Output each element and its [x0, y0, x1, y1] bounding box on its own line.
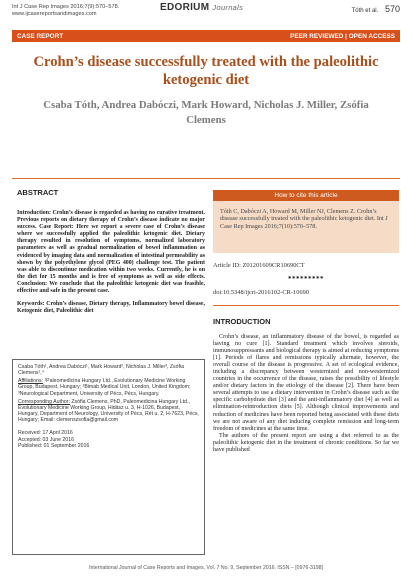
- corresponding-text: Zsófia Clemens, PhD, Paleomedicina Hungary Ltd., Evolutionary Medicine Working Group, Hidász u. 3, H-1026, Budapest, Hungary, Department of Neurology, University of Pécs, Rét u. 2, H-7623, Pécs, Hungary; Email: clemenszsofia@gmail.com: [18, 398, 199, 424]
- author-list: Csaba Tóth, Andrea Dabóczi, Mark Howard, Nicholas J. Miller, Zsófia Clemens: [43, 99, 369, 126]
- affiliations-label: Affiliations:: [18, 378, 43, 385]
- received-date: Received: 17 April 2016: [18, 430, 73, 437]
- corresponding-author: [18, 399, 199, 424]
- article-dates: [18, 430, 199, 448]
- edorium-logo: [160, 2, 243, 13]
- introduction-heading: INTRODUCTION: [213, 317, 271, 326]
- intro-paragraph-2: The authors of the present report are using a diet referred to as the paleolithic ketogenic diet in the treatment of chronic conditions. So far we have published: [213, 432, 399, 453]
- affiliations-text: ¹Paleomedicina Hungary Ltd., Evolutionary Medicine Working Group, Budapest, Hungary; ²Bimab Medical Unit, London, United Kingdom; ³Neurological Department, University of Pécs, Pécs, Hungary.: [18, 378, 191, 397]
- journal-citation-line: Int J Case Rep Images 2016;7(9):570–578.: [12, 4, 120, 10]
- published-date: Published: 01 September 2016: [18, 442, 90, 449]
- citation-text: Tóth C, Dabóczi A, Howard M, Miller NJ, Clemens Z. Crohn’s disease successfully treated with the paleolithic ketogenic diet. Int J Case Rep Images 2016;7(10):570–578.: [220, 208, 388, 230]
- abstract-heading: ABSTRACT: [17, 188, 59, 197]
- doi-link[interactable]: doi:10.5348/ijcri-2016102-CR-10690: [213, 289, 310, 296]
- citation-heading: How to cite this article: [213, 190, 399, 201]
- header-journal-info: [12, 4, 119, 18]
- info-authors: Csaba Tóth¹, Andrea Dabóczi¹, Mark Howard², Nicholas J. Miller³, Zsófia Clemens¹,⁴: [18, 364, 184, 377]
- separator-stars: *********: [288, 275, 324, 283]
- author-info-box: [12, 359, 205, 555]
- article-type-banner: [12, 30, 400, 42]
- article-title: Crohn’s disease successfully treated with the paleolithic ketogenic diet: [33, 54, 379, 88]
- running-author: Tóth et al.: [351, 8, 379, 14]
- introduction-text: [213, 334, 399, 454]
- accepted-date: Accepted: 03 June 2016: [18, 436, 74, 443]
- article-id: Article ID: Z01201609CR10690CT: [213, 262, 305, 269]
- section-divider-right: [213, 305, 399, 306]
- corresponding-label: Corresponding Author:: [18, 398, 70, 405]
- affiliations: [18, 378, 199, 396]
- page-footer: International Journal of Case Reports and Images, Vol. 7 No. 9, September 2016. ISSN – [0976-3198]: [89, 565, 323, 571]
- citation-box: [213, 190, 399, 253]
- abstract-text: Introduction: Crohn’s disease is regarded as having no curative treatment. Previous reports on dietary therapy of Crohn’s disease indicate no major success. Case Report: Here we report a severe case of Crohn’s disease where we successfully applied the paleolithic ketogenic diet. Dietary therapy resulted in resolution of symptoms, normalized laboratory parameters as well as gradual normalization of bowel inflammation as evidenced by imaging data and normalization of intestinal permeability as shown by the polyethylene glycol (PEG 400) challenge test. The patient was able to discontinue medication within two weeks. Currently, he is on the diet for 15 months and is free of symptoms as well as side effects. Conclusion: We conclude that the paleolithic ketogenic diet was feasible, effective and safe in the present case.: [17, 210, 205, 295]
- logo-main: EDORIUM: [160, 2, 210, 13]
- access-type: PEER REVIEWED | OPEN ACCESS: [290, 32, 395, 40]
- logo-sub: Journals: [212, 3, 244, 12]
- right-column: [213, 190, 399, 454]
- section-divider: [12, 178, 400, 179]
- page-number: 570: [384, 4, 400, 14]
- keywords: Keywords: Crohn’s disease, Dietary therapy, Inflammatory bowel disease, Ketogenic diet, Paleolithic diet: [17, 301, 205, 315]
- header-right: [352, 4, 400, 14]
- abstract-section: [17, 188, 205, 315]
- intro-paragraph-1: Crohn’s disease, an inflammatory disease of the bowel, is regarded as having no cure [1]. Standard treatment which involves steroids, immunosuppressants and biological therapy is aimed at reducing symptoms [1]. Periods of flares and remissions typically alternate, however, the overall course of the disease is progressive. A set of ecological evidence, including a discrepancy between westernized and non-westernized countries in the occurrence of the disease, raises the possibility of lifestyle and/or dietary factors in the etiology of the disease [2]. There have been several attempts to use a dietary intervention in Crohn’s disease such as the specific carbohydrate diet [3] and the anti-inflammatory diet [4] as well as elimination-reintroduction diets [5]. Although clinical improvements and reduction of medicines have been reported being associated with these diets we are not aware of any diet inducing complete remission and long-term freedom of medicines at the same time.: [213, 334, 399, 432]
- journal-website[interactable]: www.ijcasereportsandimages.com: [12, 11, 97, 17]
- article-type: CASE REPORT: [17, 32, 64, 40]
